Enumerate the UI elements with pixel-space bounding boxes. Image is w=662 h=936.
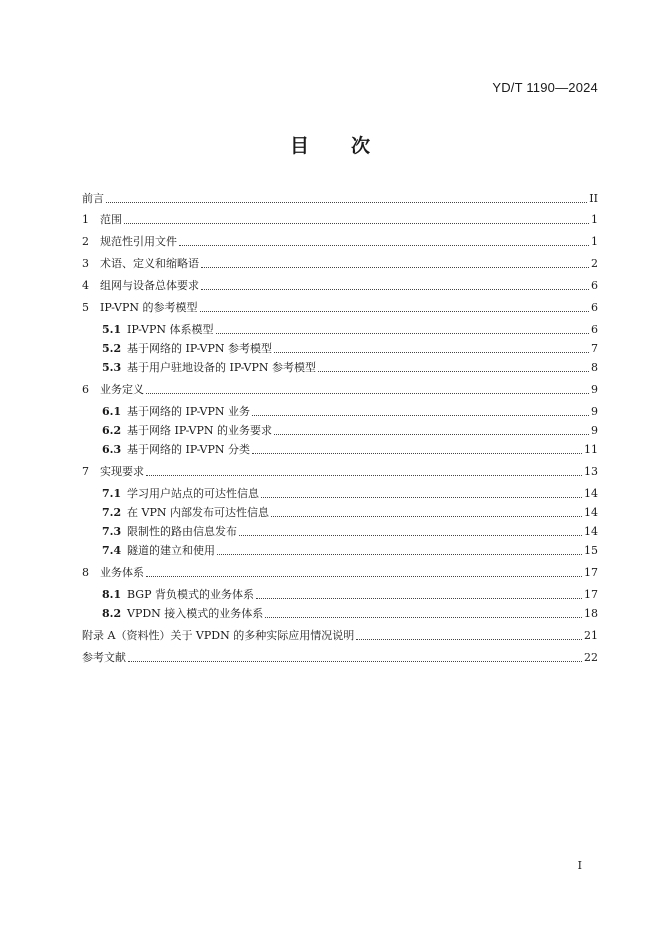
- toc-entry-text: 基于网络的 IP-VPN 分类: [127, 443, 251, 456]
- toc-entry-text: 参考文献: [82, 651, 126, 664]
- toc-entry-7-4[interactable]: [102, 542, 598, 558]
- toc-entry-text: IP-VPN 的参考模型: [100, 301, 198, 314]
- toc-entry-page: 13: [584, 465, 598, 478]
- toc-leader: [106, 201, 587, 203]
- toc-entry-page: II: [589, 192, 598, 205]
- toc-entry-7-2[interactable]: [102, 504, 598, 520]
- toc-entry-page: 21: [584, 629, 598, 642]
- toc-entry-number: 5.1: [102, 323, 122, 336]
- toc-leader: [265, 616, 582, 618]
- toc-entry-7[interactable]: [82, 463, 598, 479]
- toc-leader: [356, 638, 582, 640]
- toc-leader: [146, 392, 589, 394]
- toc-entry-foreword[interactable]: [82, 190, 598, 206]
- toc-leader: [201, 288, 589, 290]
- toc-entry-7-3[interactable]: [102, 523, 598, 539]
- toc-entry-number: 5.3: [102, 361, 122, 374]
- toc-leader: [179, 244, 589, 246]
- toc-entry-number: 5: [82, 301, 89, 314]
- toc-entry-text: 附录 A（资料性）关于 VPDN 的多种实际应用情况说明: [82, 629, 355, 642]
- toc-entry-page: 6: [591, 323, 598, 336]
- toc-entry-number: 3: [82, 257, 89, 270]
- toc-entry-number: 6.1: [102, 405, 122, 418]
- toc-leader: [274, 351, 589, 353]
- toc-entry-page: 1: [591, 213, 598, 226]
- toc-entry-5-1[interactable]: [102, 321, 598, 337]
- toc-leader: [261, 496, 582, 498]
- toc-entry-page: 2: [591, 257, 598, 270]
- toc-entry-bibliography[interactable]: [82, 649, 598, 665]
- toc-entry-number: 4: [82, 279, 89, 292]
- toc-entry-text: 基于网络的 IP-VPN 业务: [127, 405, 251, 418]
- toc-entry-text: BGP 背负模式的业务体系: [127, 588, 254, 601]
- toc-entry-5-3[interactable]: [102, 359, 598, 375]
- toc-entry-7-1[interactable]: [102, 485, 598, 501]
- toc-entry-6-2[interactable]: [102, 422, 598, 438]
- toc-entry-page: 6: [591, 279, 598, 292]
- toc-leader: [256, 597, 582, 599]
- toc-entry-6[interactable]: [82, 381, 598, 397]
- toc-entry-text: 业务体系: [100, 566, 144, 579]
- toc-entry-text: 学习用户站点的可达性信息: [127, 487, 259, 500]
- toc-entry-1[interactable]: [82, 211, 598, 227]
- toc-entry-page: 9: [591, 405, 598, 418]
- toc-leader: [274, 433, 589, 435]
- toc-entry-page: 17: [584, 566, 598, 579]
- toc-entry-number: 6.3: [102, 443, 122, 456]
- toc-leader: [146, 575, 582, 577]
- toc-entry-text: IP-VPN 体系模型: [127, 323, 214, 336]
- toc-entry-text: 前言: [82, 192, 104, 205]
- toc-entry-number: 8: [82, 566, 89, 579]
- toc-entry-8-1[interactable]: [102, 586, 598, 602]
- toc-entry-page: 1: [591, 235, 598, 248]
- toc-entry-number: 7.1: [102, 487, 122, 500]
- toc-entry-page: 7: [591, 342, 598, 355]
- toc-leader: [252, 414, 589, 416]
- toc-entry-5-2[interactable]: [102, 340, 598, 356]
- toc-entry-number: 6: [82, 383, 89, 396]
- toc-entry-page: 14: [584, 506, 598, 519]
- toc-entry-text: 限制性的路由信息发布: [127, 525, 237, 538]
- toc-entry-text: 实现要求: [100, 465, 144, 478]
- toc-entry-number: 7.2: [102, 506, 122, 519]
- toc-leader: [216, 332, 589, 334]
- toc-entry-page: 14: [584, 487, 598, 500]
- page-title-char-2: 次: [351, 135, 373, 157]
- toc-entry-text: 范围: [100, 213, 122, 226]
- toc-entry-text: 在 VPN 内部发布可达性信息: [127, 506, 269, 519]
- toc-entry-number: 6.2: [102, 424, 122, 437]
- toc-entry-number: 8.1: [102, 588, 122, 601]
- toc-entry-text: 基于用户驻地设备的 IP-VPN 参考模型: [127, 361, 317, 374]
- toc-entry-page: 11: [584, 443, 598, 456]
- toc-leader: [128, 660, 582, 662]
- toc-leader: [271, 515, 582, 517]
- toc-leader: [318, 370, 589, 372]
- toc-entry-text: 基于网络的 IP-VPN 参考模型: [127, 342, 273, 355]
- toc-entry-text: 规范性引用文件: [100, 235, 177, 248]
- toc-entry-text: 业务定义: [100, 383, 144, 396]
- toc-entry-text: 组网与设备总体要求: [100, 279, 199, 292]
- toc-entry-8-2[interactable]: [102, 605, 598, 621]
- toc-entry-page: 14: [584, 525, 598, 538]
- toc-entry-number: 2: [82, 235, 89, 248]
- toc-entry-number: 7: [82, 465, 89, 478]
- toc-entry-2[interactable]: [82, 233, 598, 249]
- toc-entry-number: 5.2: [102, 342, 122, 355]
- toc-entry-8[interactable]: [82, 564, 598, 580]
- toc-leader: [201, 266, 589, 268]
- toc-entry-text: 术语、定义和缩略语: [100, 257, 199, 270]
- toc-leader: [200, 310, 589, 312]
- toc-entry-3[interactable]: [82, 255, 598, 271]
- toc-entry-number: 8.2: [102, 607, 122, 620]
- toc-entry-text: VPDN 接入模式的业务体系: [127, 607, 264, 620]
- toc-entry-page: 8: [591, 361, 598, 374]
- toc-leader: [217, 553, 582, 555]
- toc-leader: [239, 534, 582, 536]
- toc-entry-4[interactable]: [82, 277, 598, 293]
- toc-entry-page: 17: [584, 588, 598, 601]
- toc-leader: [146, 474, 582, 476]
- document-code: YD/T 1190—2024: [492, 80, 598, 95]
- toc-entry-text: 隧道的建立和使用: [127, 544, 215, 557]
- toc-entry-number: 7.3: [102, 525, 122, 538]
- toc-entry-page: 22: [584, 651, 598, 664]
- toc-entry-number: 1: [82, 213, 89, 226]
- toc-entry-page: 6: [591, 301, 598, 314]
- toc-entry-annex-a[interactable]: [82, 627, 598, 643]
- page-title-char-1: 目: [289, 135, 311, 157]
- toc-entry-6-1[interactable]: [102, 403, 598, 419]
- toc-entry-text: 基于网络 IP-VPN 的业务要求: [127, 424, 273, 437]
- toc-entry-page: 9: [591, 383, 598, 396]
- toc-entry-page: 9: [591, 424, 598, 437]
- page-number: I: [577, 859, 582, 872]
- page-title: [0, 131, 662, 158]
- toc-entry-page: 18: [584, 607, 598, 620]
- toc-entry-page: 15: [584, 544, 598, 557]
- toc-entry-6-3[interactable]: [102, 441, 598, 457]
- toc-leader: [124, 222, 589, 224]
- toc-entry-number: 7.4: [102, 544, 122, 557]
- toc-entry-5[interactable]: [82, 299, 598, 315]
- toc-leader: [252, 452, 582, 454]
